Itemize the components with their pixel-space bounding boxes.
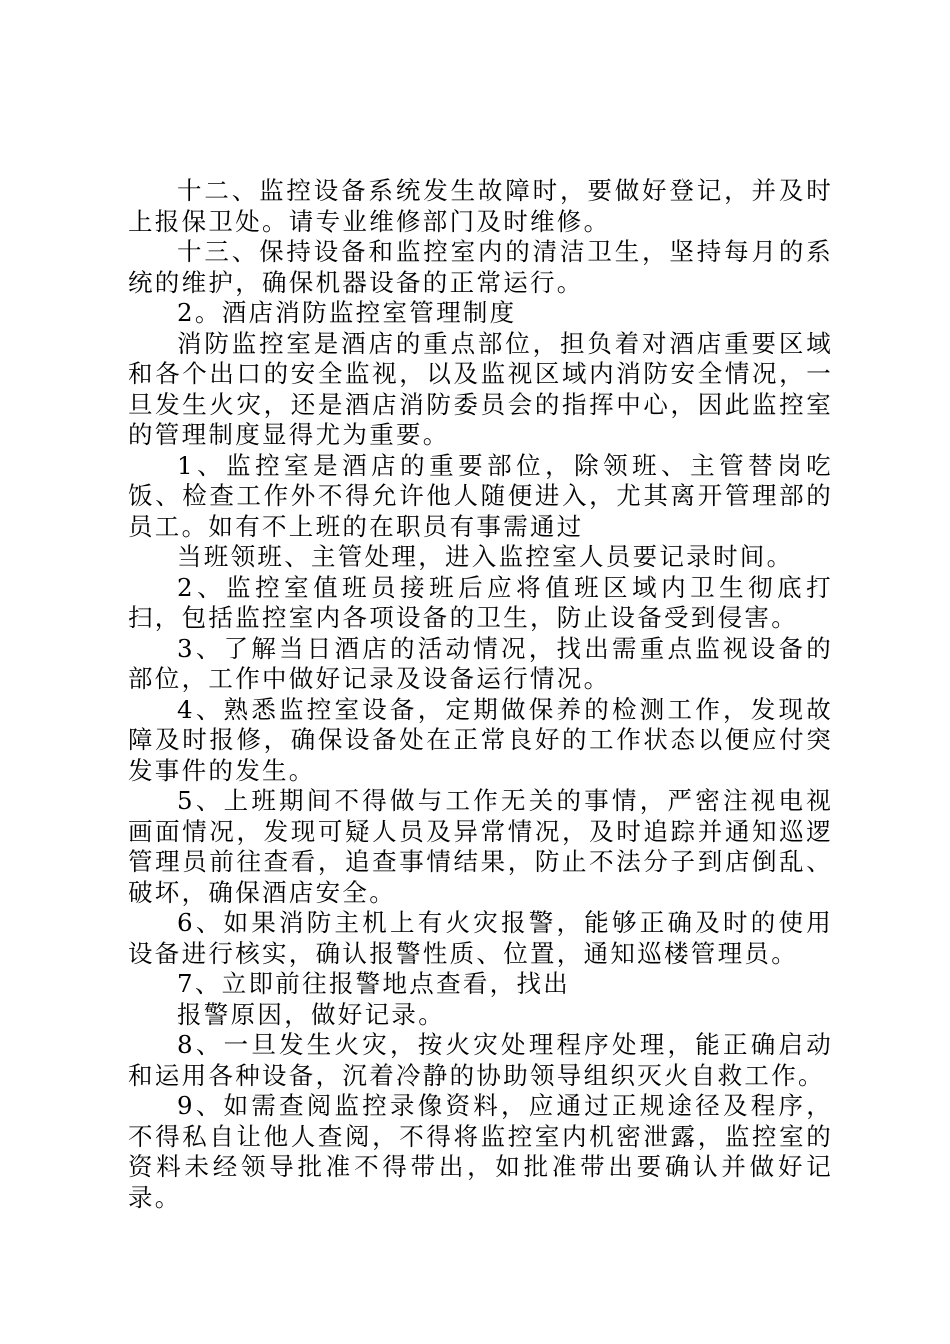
rule-1-continued: 当班领班、主管处理，进入监控室人员要记录时间。: [177, 542, 794, 571]
paragraph-13: 十三、保持设备和监控室内的清洁卫生，坚持每月的系统的维护，确保机器设备的正常运行。: [128, 237, 833, 297]
paragraph-12: 十二、监控设备系统发生故障时，要做好登记，并及时上报保卫处。请专业维修部门及时维修。: [128, 176, 833, 236]
section-heading: 2。酒店消防监控室管理制度: [177, 298, 517, 327]
rule-6: 6、如果消防主机上有火灾报警，能够正确及时的使用设备进行核实，确认报警性质、位置，通知巡楼管理员。: [128, 908, 833, 968]
rule-7: 7、立即前往报警地点查看，找出: [177, 969, 571, 998]
rule-3: 3、了解当日酒店的活动情况，找出需重点监视设备的部位，工作中做好记录及设备运行情况。: [128, 633, 833, 693]
rule-1: 1、监控室是酒店的重要部位，除领班、主管替岗吃饭、检查工作外不得允许他人随便进入，尤其离开管理部的员工。如有不上班的在职员有事需通过: [128, 450, 833, 541]
rule-9: 9、如需查阅监控录像资料，应通过正规途径及程序，不得私自让他人查阅，不得将监控室内机密泄露，监控室的资料未经领导批准不得带出，如批准带出要确认并做好记录。: [128, 1091, 833, 1212]
rule-7-continued: 报警原因，做好记录。: [177, 999, 445, 1029]
rule-2: 2、监控室值班员接班后应将值班区域内卫生彻底打扫，包括监控室内各项设备的卫生，防止设备受到侵害。: [128, 572, 833, 632]
rule-4: 4、熟悉监控室设备，定期做保养的检测工作，发现故障及时报修，确保设备处在正常良好的工作状态以便应付突发事件的发生。: [128, 694, 833, 785]
rule-5: 5、上班期间不得做与工作无关的事情，严密注视电视画面情况，发现可疑人员及异常情况，及时追踪并通知巡逻管理员前往查看，追查事情结果，防止不法分子到店倒乱、破坏，确保酒店安全。: [128, 786, 833, 907]
document-body: [128, 176, 833, 1213]
rule-8: 8、一旦发生火灾，按火灾处理程序处理，能正确启动和运用各种设备，沉着冷静的协助领导组织灭火自救工作。: [128, 1030, 833, 1090]
intro-paragraph: 消防监控室是酒店的重点部位，担负着对酒店重要区域和各个出口的安全监视，以及监视区域内消防安全情况，一旦发生火灾，还是酒店消防委员会的指挥中心，因此监控室的管理制度显得尤为重要。: [128, 328, 833, 449]
